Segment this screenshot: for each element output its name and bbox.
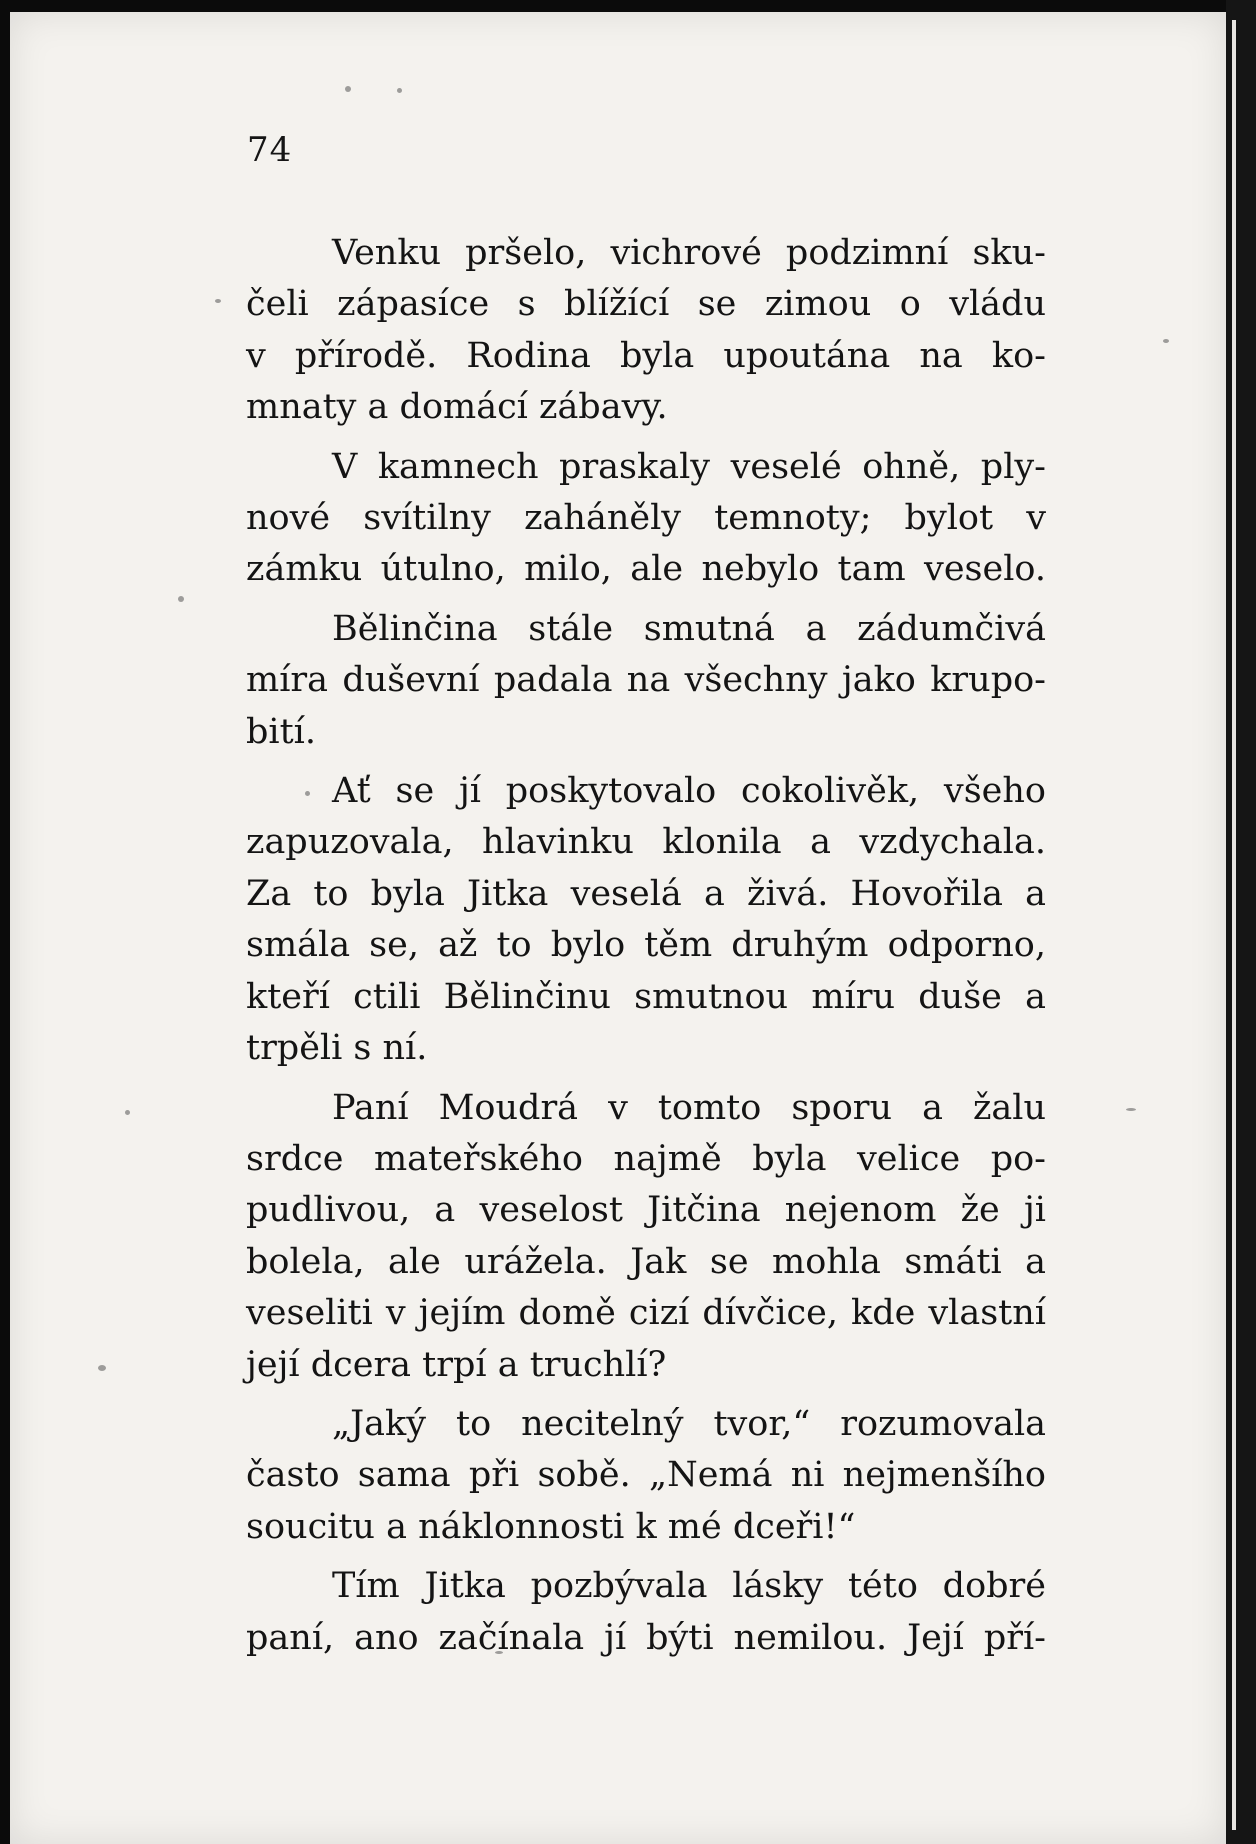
- scan-speck: [178, 596, 184, 602]
- scan-speck: [98, 1365, 106, 1371]
- text-line: Tím Jitka pozbývala lásky této dobré: [332, 1566, 1046, 1607]
- text-line: Bělinčina stále smutná a zádumčivá: [332, 608, 1046, 649]
- scan-speck: [215, 299, 221, 303]
- text-line: trpěli s ní.: [246, 1028, 428, 1069]
- text-line: její dcera trpí a truchlí?: [246, 1344, 667, 1385]
- text-line: bití.: [246, 711, 316, 752]
- text-line: V kamnech praskaly veselé ohně, ply-: [332, 446, 1046, 487]
- text-line: srdce mateřského najmě byla velice po-: [246, 1138, 1046, 1179]
- text-line: zámku útulno, milo, ale nebylo tam veselo.: [246, 549, 1046, 590]
- text-line: míra duševní padala na všechny jako krupo-: [246, 660, 1046, 701]
- text-line: smála se, až to bylo těm druhým odporno,: [246, 925, 1046, 966]
- scan-speck: [1163, 339, 1169, 343]
- text-line: nové svítilny zaháněly temnoty; bylot v: [246, 498, 1046, 539]
- scan-speck: [1126, 1108, 1136, 1111]
- page-edge-line: [1232, 20, 1236, 1830]
- text-line: pudlivou, a veselost Jitčina nejenom že ji: [246, 1190, 1046, 1231]
- text-line: Venku pršelo, vichrové podzimní sku-: [332, 233, 1046, 273]
- text-line: v přírodě. Rodina byla upoutána na ko-: [246, 335, 1046, 376]
- text-line: „Jaký to necitelný tvor,“ rozumovala: [332, 1403, 1046, 1444]
- text-line: bolela, ale urážela. Jak se mohla smáti a: [246, 1241, 1046, 1282]
- text-line: soucitu a náklonnosti k mé dceři!“: [246, 1506, 856, 1547]
- text-line: čeli zápasíce s blížící se zimou o vládu: [246, 284, 1046, 325]
- text-line: paní, ano začínala jí býti nemilou. Její pří-: [246, 1617, 1046, 1658]
- text-line: často sama při sobě. „Nemá ni nejmenšího: [246, 1455, 1046, 1496]
- text-line: Paní Moudrá v tomto sporu a žalu: [332, 1087, 1046, 1128]
- text-line: zapuzovala, hlavinku klonila a vzdychala.: [246, 822, 1046, 863]
- text-line: mnaty a domácí zábavy.: [246, 387, 668, 428]
- scan-speck: [345, 86, 351, 92]
- text-line: Za to byla Jitka veselá a živá. Hovořila a: [246, 873, 1046, 914]
- text-line: kteří ctili Bělinčinu smutnou míru duše a: [246, 976, 1046, 1017]
- scan-speck: [125, 1110, 130, 1115]
- text-line: veseliti v jejím domě cizí dívčice, kde vlastní: [246, 1293, 1046, 1334]
- text-line: Ať se jí poskytovalo cokolivěk, všeho: [332, 771, 1046, 812]
- page-number: 74: [247, 130, 293, 170]
- page-edge-shadow: [1226, 0, 1256, 1844]
- scan-speck: [397, 88, 402, 93]
- body-text: [246, 228, 1046, 1664]
